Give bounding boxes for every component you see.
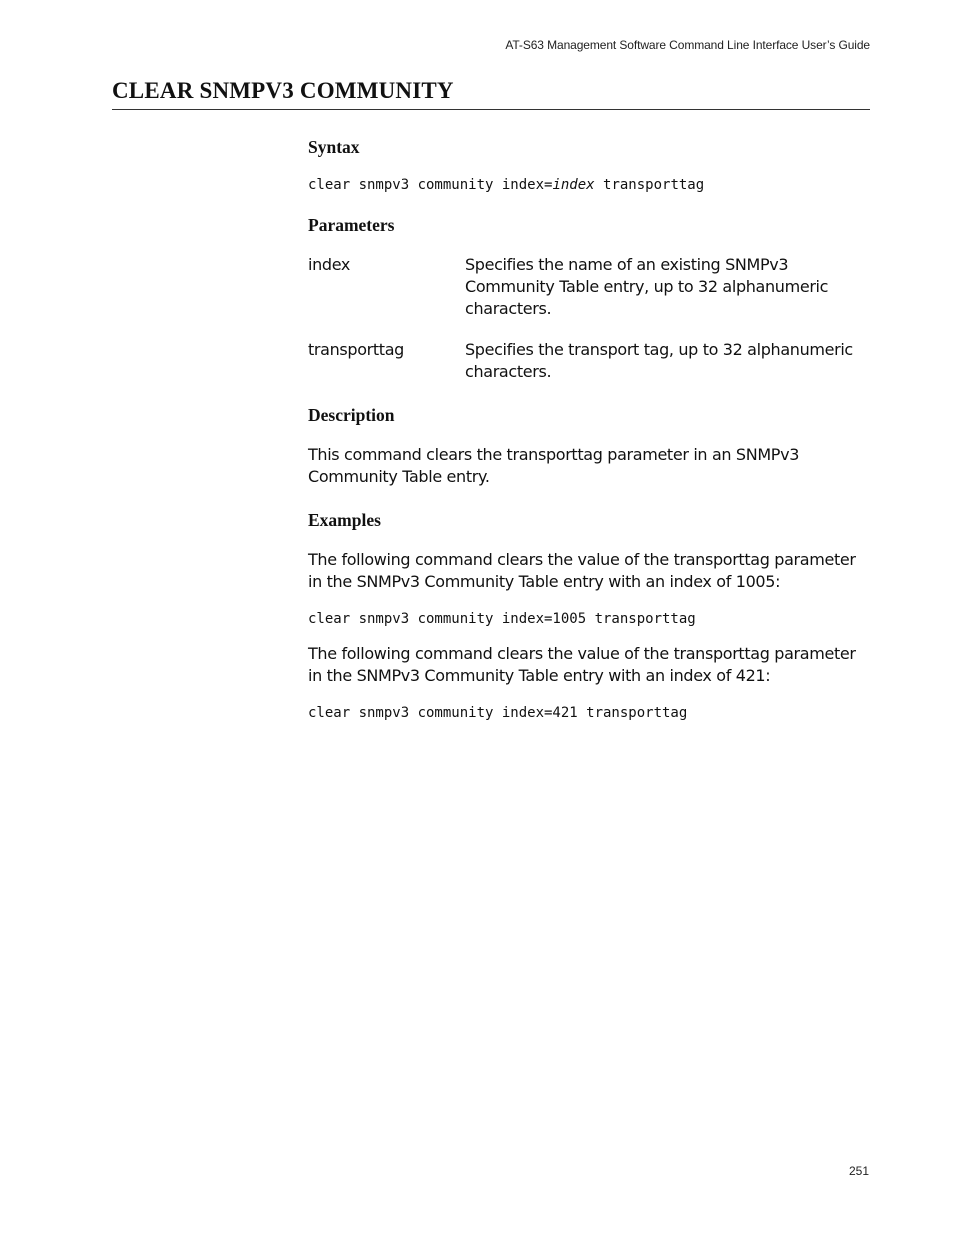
page-title: CLEAR SNMPV3 COMMUNITY [112, 78, 454, 103]
title-divider [112, 109, 870, 110]
syntax-code-prefix: clear snmpv3 community index= [308, 177, 553, 193]
example-code: clear snmpv3 community index=1005 transporttag [308, 611, 696, 627]
description-heading: Description [308, 405, 395, 425]
parameter-row-index [308, 254, 868, 320]
page-number: 251 [848, 1164, 869, 1178]
example-text: The following command clears the value of the transporttag parameter in the SNMPv3 Community Table entry with an index of 1005: [308, 550, 856, 591]
parameter-name: index [308, 255, 351, 274]
main-content [308, 136, 868, 722]
parameter-row-transporttag [308, 339, 868, 383]
running-header: AT-S63 Management Software Command Line Interface User’s Guide [505, 38, 870, 52]
parameter-name: transporttag [308, 340, 404, 359]
syntax-heading: Syntax [308, 137, 360, 157]
syntax-code [308, 176, 868, 194]
example-code: clear snmpv3 community index=421 transporttag [308, 705, 688, 721]
examples-heading: Examples [308, 510, 381, 530]
description-text: This command clears the transporttag parameter in an SNMPv3 Community Table entry. [308, 445, 800, 486]
parameter-description: Specifies the name of an existing SNMPv3 Community Table entry, up to 32 alphanumeric characters. [465, 255, 829, 318]
parameter-description: Specifies the transport tag, up to 32 alphanumeric characters. [465, 340, 853, 381]
example-text: The following command clears the value of the transporttag parameter in the SNMPv3 Community Table entry with an index of 421: [308, 644, 856, 685]
syntax-code-param: index [552, 177, 595, 193]
parameters-heading: Parameters [308, 215, 395, 235]
syntax-code-suffix: transporttag [594, 177, 705, 193]
